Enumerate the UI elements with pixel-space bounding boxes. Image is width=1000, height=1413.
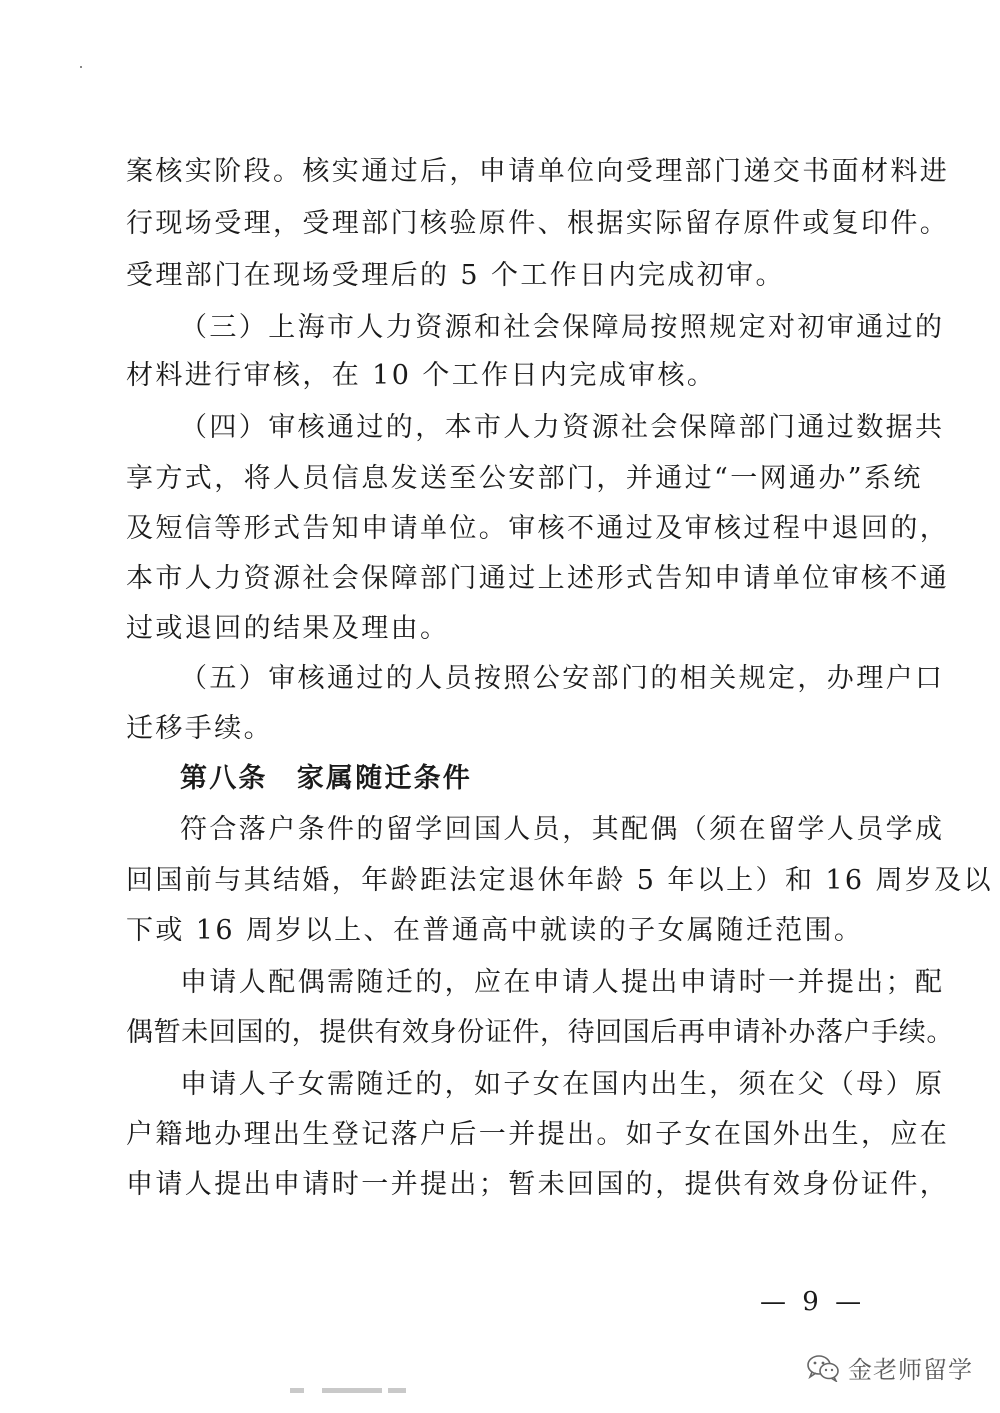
body-line: 过或退回的结果及理由。 (126, 613, 450, 644)
watermark (806, 1350, 973, 1385)
scan-artifact (322, 1388, 382, 1393)
body-line: 本市人力资源社会保障部门通过上述形式告知申请单位审核不通 (126, 563, 950, 594)
body-line: 材料进行审核，在 10 个工作日内完成审核。 (126, 360, 717, 391)
body-line: 及短信等形式告知申请单位。审核不通过及审核过程中退回的， (126, 513, 950, 544)
scan-artifact (388, 1388, 406, 1393)
body-line: 申请人提出申请时一并提出；暂未回国的，提供有效身份证件， (126, 1169, 950, 1200)
body-line: 回国前与其结婚，年龄距法定退休年龄 5 年以上）和 16 周岁及以 (126, 865, 994, 896)
body-line: 申请人配偶需随迁的，应在申请人提出申请时一并提出；配 (180, 967, 945, 998)
body-line: （三）上海市人力资源和社会保障局按照规定对初审通过的 (180, 312, 945, 343)
scan-speck (80, 66, 82, 68)
body-line: （五）审核通过的人员按照公安部门的相关规定，办理户口 (180, 663, 945, 694)
body-line: 迁移手续。 (126, 713, 273, 744)
scan-artifact (290, 1388, 304, 1393)
page-number: — 9 — (760, 1287, 866, 1317)
body-line: 偶暂未回国的，提供有效身份证件，待回国后再申请补办落户手续。 (126, 1017, 954, 1048)
watermark-text: 金老师留学 (848, 1356, 973, 1384)
body-line: 行现场受理，受理部门核验原件、根据实际留存原件或复印件。 (126, 208, 950, 239)
body-line: 受理部门在现场受理后的 5 个工作日内完成初审。 (126, 260, 785, 291)
body-line: 符合落户条件的留学回国人员，其配偶（须在留学人员学成 (180, 814, 945, 845)
body-line: （四）审核通过的，本市人力资源社会保障部门通过数据共 (180, 412, 945, 443)
section-heading: 第八条 家属随迁条件 (180, 763, 472, 794)
wechat-icon (806, 1354, 840, 1382)
body-line: 下或 16 周岁以上、在普通高中就读的子女属随迁范围。 (126, 915, 864, 946)
body-line: 案核实阶段。核实通过后，申请单位向受理部门递交书面材料进 (126, 156, 950, 187)
body-line: 申请人子女需随迁的，如子女在国内出生，须在父（母）原 (180, 1069, 945, 1100)
body-line: 户籍地办理出生登记落户后一并提出。如子女在国外出生，应在 (126, 1119, 950, 1150)
body-line: 享方式，将人员信息发送至公安部门，并通过“一网通办”系统 (126, 463, 923, 494)
